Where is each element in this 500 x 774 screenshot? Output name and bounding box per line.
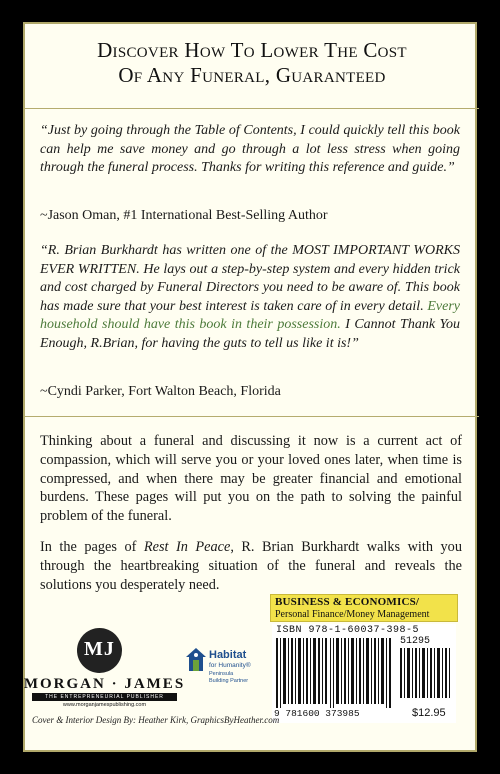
testimonial-author-1: ~Jason Oman, #1 International Best-Selling Author — [40, 208, 328, 223]
barcode-icon — [276, 638, 396, 708]
publisher-monogram: MJ — [84, 638, 115, 660]
barcode-box — [272, 624, 456, 723]
design-credit: Cover & Interior Design By: Heather Kirk, GraphicsByHeather.com — [32, 715, 280, 725]
habitat-title: Habitat — [209, 649, 247, 661]
publisher-name: MORGAN · JAMES — [23, 676, 186, 692]
publisher-tagline: THE ENTREPRENEURIAL PUBLISHER — [32, 693, 177, 701]
price-code: 51295 — [400, 636, 431, 647]
book-title: Rest In Peace — [143, 539, 231, 555]
paragraph-2-part-a: In the pages of — [40, 539, 144, 555]
publisher-url: www.morganjamespublishing.com — [62, 702, 147, 708]
cover-panel — [23, 22, 477, 752]
habitat-logo — [185, 645, 255, 693]
price-barcode-icon — [400, 648, 452, 698]
price-label: $12.95 — [412, 707, 446, 719]
category-secondary: Personal Finance/Money Management — [275, 609, 430, 620]
habitat-region: Peninsula — [209, 671, 234, 677]
testimonial-author-2: ~Cyndi Parker, Fort Walton Beach, Florida — [40, 384, 281, 399]
testimonial-quote-2-part-1: “R. Brian Burkhardt has written one of the MOST IMPORTANT WORKS EVER WRITTEN. He lays out a step-by-step system and every hidden trick and cost charged by Funeral Directors you need to be aware of. This book has made sure that your best interest is taken care of in every detail. — [40, 243, 460, 314]
publisher-monogram-icon — [77, 628, 122, 673]
description-paragraph-1: Thinking about a funeral and discussing it now is a current act of compassion, which will serve you or your loved ones later, when time is compressed, and when there may be greater financial and emotional burdens. These pages will put you on the path to solving the painful problem of the funeral. — [40, 433, 462, 525]
divider-top — [25, 108, 479, 109]
isbn-text: ISBN 978-1-60037-398-5 — [276, 625, 420, 636]
publisher-logo — [22, 628, 187, 708]
habitat-partner: Building Partner — [209, 678, 249, 684]
paragraph-2-part-b: , R. Brian Burkhardt walks with you through the heartbreaking situation of the funeral and reveals the solutions you desperately need. — [40, 539, 462, 593]
description-paragraph-2 — [40, 538, 462, 594]
category-primary: BUSINESS & ECONOMICS/ — [275, 596, 420, 608]
testimonial-quote-2-highlight: Every household should have this book in their possession. — [40, 298, 460, 332]
headline-line-1: Discover How To Lower The Cost — [97, 38, 407, 62]
testimonial-quote-1: “Just by going through the Table of Contents, I could quickly tell this book can help me save money and go through a lot less stress when going through the funeral process. Thanks for writing this reference and guide.” — [40, 123, 460, 175]
divider-middle — [25, 416, 479, 417]
headline-line-2: Of Any Funeral, Guaranteed — [118, 63, 386, 87]
habitat-subtitle: for Humanity® — [209, 662, 251, 669]
barcode-digits: 9 781600 373985 — [274, 708, 360, 719]
house-icon — [185, 647, 207, 673]
headline — [25, 38, 479, 88]
testimonial-quote-2-part-2: I Cannot Thank You Enough, R.Brian, for having the guts to tell us like it is!” — [40, 317, 460, 351]
category-box — [270, 594, 458, 622]
testimonial-quote-2 — [40, 242, 460, 353]
